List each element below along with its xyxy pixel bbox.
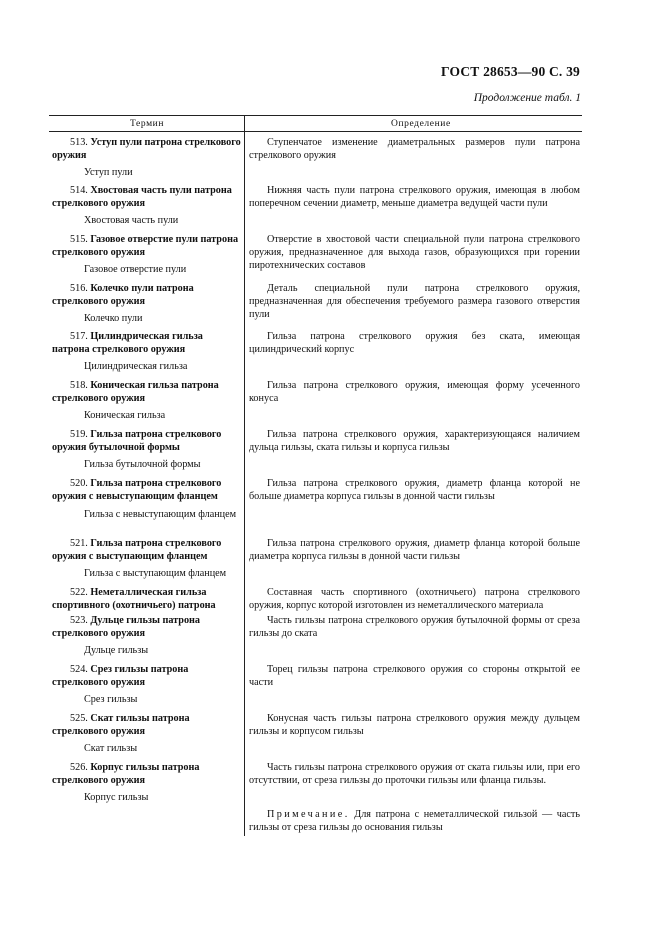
term-number: 513.: [70, 137, 88, 148]
definition-cell: [249, 233, 580, 272]
page-header-title: ГОСТ 28653—90 С. 39: [441, 64, 580, 79]
definition-text: Гильза патрона стрелкового оружия без ската, имеющая цилиндрический корпус: [249, 331, 580, 355]
definition-cell: [249, 614, 580, 640]
term-synonym: Скат гильзы: [84, 743, 138, 754]
term-number: 520.: [70, 478, 88, 489]
definition-text: Торец гильзы патрона стрелкового оружия со стороны открытой ее части: [249, 664, 580, 688]
term-name: Уступ пули патрона стрелкового оружия: [52, 137, 241, 161]
definition-cell: [249, 712, 580, 738]
definition-text: Конусная часть гильзы патрона стрелкового оружия между дульцем гильзы и корпусом гильзы: [249, 713, 580, 737]
term-cell: [52, 663, 242, 689]
column-header-definition: Определение: [391, 119, 451, 129]
definition-text: Часть гильзы патрона стрелкового оружия бутылочной формы от среза гильзы до ската: [249, 615, 580, 639]
term-synonym: Газовое отверстие пули: [84, 264, 187, 275]
term-number: 521.: [70, 538, 88, 549]
term-cell: [52, 614, 242, 640]
term-name: Срез гильзы патрона стрелкового оружия: [52, 664, 189, 688]
definition-text: Гильза патрона стрелкового оружия, характеризующаяся наличием дульца гильзы, ската гильзы и корпуса гильзы: [249, 429, 580, 453]
note-label: Примечание.: [267, 809, 350, 820]
term-name: Гильза патрона стрелкового оружия с выступающим фланцем: [52, 538, 222, 562]
term-cell: [52, 282, 242, 308]
term-cell: [52, 184, 242, 210]
term-number: 519.: [70, 429, 88, 440]
term-synonym: Гильза с невыступающим фланцем: [84, 509, 237, 520]
definition-cell: [249, 136, 580, 162]
term-name: Гильза патрона стрелкового оружия бутылочной формы: [52, 429, 222, 453]
table-header-rule: [49, 131, 582, 132]
term-number: 524.: [70, 664, 88, 675]
definition-text: Часть гильзы патрона стрелкового оружия от ската гильзы или, при его отсутствии, от среза гильзы до проточки гильзы или фланца гильзы.: [249, 762, 580, 786]
term-number: 514.: [70, 185, 88, 196]
term-synonym: Срез гильзы: [84, 694, 138, 705]
term-synonym: Корпус гильзы: [84, 792, 149, 803]
definition-cell: [249, 379, 580, 405]
term-name: Гильза патрона стрелкового оружия с невыступающим фланцем: [52, 478, 222, 502]
term-cell: [52, 586, 242, 612]
term-name: Хвостовая часть пули патрона стрелкового оружия: [52, 185, 232, 209]
definition-text: Гильза патрона стрелкового оружия, имеющая форму усеченного конуса: [249, 380, 580, 404]
term-cell: [52, 477, 242, 503]
term-number: 522.: [70, 587, 88, 598]
definition-cell: [249, 184, 580, 210]
term-number: 523.: [70, 615, 88, 626]
definition-cell: [249, 663, 580, 689]
term-cell: [52, 330, 242, 356]
table-top-rule: [49, 115, 582, 116]
term-synonym: Гильза с выступающим фланцем: [84, 568, 227, 579]
definition-text: Нижняя часть пули патрона стрелкового оружия, имеющая в любом поперечном сечении диаметр, меньше диаметра ведущей части пули: [249, 185, 580, 209]
term-synonym: Хвостовая часть пули: [84, 215, 179, 226]
term-cell: [52, 537, 242, 563]
term-name: Скат гильзы патрона стрелкового оружия: [52, 713, 190, 737]
term-number: 516.: [70, 283, 88, 294]
definition-cell: [249, 282, 580, 321]
term-synonym: Гильза бутылочной формы: [84, 459, 201, 470]
table-note: [249, 808, 580, 834]
term-synonym: Уступ пули: [84, 167, 133, 178]
term-cell: [52, 379, 242, 405]
term-number: 515.: [70, 234, 88, 245]
term-cell: [52, 233, 242, 259]
term-cell: [52, 761, 242, 787]
definition-cell: [249, 477, 580, 503]
table-continuation-label: Продолжение табл. 1: [473, 92, 581, 104]
term-number: 526.: [70, 762, 88, 773]
definition-text: Составная часть спортивного (охотничьего) патрона стрелкового оружия, корпус которой изготовлен из неметаллического материала: [249, 587, 580, 611]
definition-cell: [249, 537, 580, 563]
term-name: Колечко пули патрона стрелкового оружия: [52, 283, 194, 307]
definition-text: Ступенчатое изменение диаметральных размеров пули патрона стрелкового оружия: [249, 137, 580, 161]
term-number: 525.: [70, 713, 88, 724]
term-synonym: Колечко пули: [84, 313, 143, 324]
term-name: Дульце гильзы патрона стрелкового оружия: [52, 615, 201, 639]
note-text: Для патрона с неметаллической гильзой — часть гильзы от среза гильзы до основания гильзы: [249, 809, 580, 833]
definition-cell: [249, 586, 580, 612]
definition-text: Отверстие в хвостовой части специальной пули патрона стрелкового оружия, предназначенное для выхода газов, образующихся при горении пиротехнических составов: [249, 234, 580, 271]
definition-text: Гильза патрона стрелкового оружия, диаметр фланца которой больше диаметра корпуса гильзы в донной части гильзы: [249, 538, 580, 562]
term-number: 517.: [70, 331, 88, 342]
term-cell: [52, 712, 242, 738]
term-cell: [52, 428, 242, 454]
term-name: Коническая гильза патрона стрелкового оружия: [52, 380, 219, 404]
definition-cell: [249, 428, 580, 454]
term-name: Цилиндрическая гильза патрона стрелкового оружия: [52, 331, 203, 355]
term-name: Корпус гильзы патрона стрелкового оружия: [52, 762, 200, 786]
definition-text: Гильза патрона стрелкового оружия, диаметр фланца которой не больше диаметра корпуса гильзы в донной части гильзы: [249, 478, 580, 502]
term-cell: [52, 136, 242, 162]
term-number: 518.: [70, 380, 88, 391]
definition-cell: [249, 330, 580, 356]
term-synonym: Дульце гильзы: [84, 645, 149, 656]
column-header-term: Термин: [130, 119, 165, 129]
table-column-divider: [244, 115, 245, 836]
term-name: Газовое отверстие пули патрона стрелкового оружия: [52, 234, 239, 258]
term-synonym: Коническая гильза: [84, 410, 166, 421]
definition-text: Деталь специальной пули патрона стрелкового оружия, предназначенная для обеспечения требуемого размера газового отверстия пули: [249, 283, 580, 320]
definition-cell: [249, 761, 580, 787]
term-synonym: Цилиндрическая гильза: [84, 361, 188, 372]
term-name: Неметаллическая гильза спортивного (охотничьего) патрона: [52, 587, 216, 611]
